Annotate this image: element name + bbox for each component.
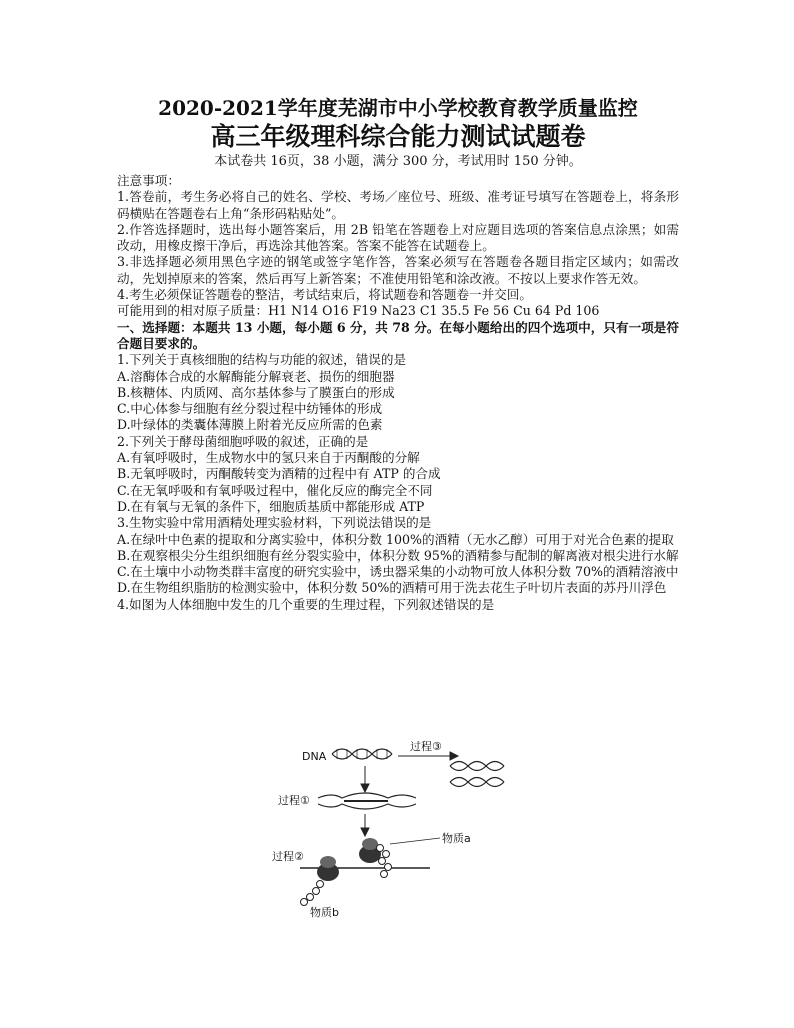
transcription-arrow <box>361 766 369 792</box>
question-2 <box>117 434 679 515</box>
mrna-arrow <box>361 814 369 836</box>
option: C.在土壤中小动物类群丰富度的研究实验中，诱虫器采集的小动物可放人体积分数 70%的酒精溶液中 <box>117 564 679 580</box>
notice-item: 1.答卷前，考生务必将自己的姓名、学校、考场／座位号、班级、准考证号填写在答题卷上，将条形码横贴在答题卷右上角“条形码粘贴处”。 <box>117 189 679 221</box>
transcription-bubble <box>318 793 416 809</box>
process2-label: 过程② <box>272 850 304 863</box>
notice-item: 2.作答选择题时，选出每小题答案后，用 2B 铅笔在答题卷上对应题目选项的答案信息点涂黑；如需改动，用橡皮擦干净后，再选涂其他答案。答案不能答在试题卷上。 <box>117 221 679 254</box>
question-3 <box>117 515 679 596</box>
option: A.有氧呼吸时，生成物水中的氢只来自于丙酮酸的分解 <box>117 450 420 466</box>
option: D.叶绿体的类囊体薄膜上附着光反应所需的色素 <box>117 417 383 433</box>
question-stem: 4.如图为人体细胞中发生的几个重要的生理过程，下列叙述错误的是 <box>117 596 495 612</box>
exam-subtitle: 本试卷共 16页，38 小题，满分 300 分，考试用时 150 分钟。 <box>214 154 582 169</box>
notice-item: 4.考生必须保证答题卷的整洁，考试结束后，将试题卷和答题卷一并交回。 <box>117 287 533 303</box>
question-stem: 3.生物实验中常用酒精处理实验材料，下列说法错误的是 <box>117 515 432 531</box>
substance-a-pointer <box>390 838 440 844</box>
option: D.在生物组织脂肪的检测实验中，体积分数 50%的酒精可用于洗去花生子叶切片表面的苏丹川浮色 <box>117 580 667 596</box>
option: A.溶酶体合成的水解酶能分解衰老、损伤的细胞器 <box>117 368 395 384</box>
option: C.中心体参与细胞有丝分裂过程中纺锤体的形成 <box>117 401 383 417</box>
process-diagram <box>270 740 520 920</box>
replication-arrow <box>398 752 458 760</box>
substance-b-label: 物质b <box>310 906 339 919</box>
process3-label: 过程③ <box>410 740 442 753</box>
question-stem: 1.下列关于真核细胞的结构与功能的叙述，错误的是 <box>117 352 407 368</box>
dna-label: DNA <box>302 750 327 763</box>
dna-helix-copy-2 <box>450 778 504 787</box>
option: C.在无氧呼吸和有氧呼吸过程中，催化反应的酶完全不同 <box>117 482 433 498</box>
option: D.在有氧与无氧的条件下，细胞质基质中都能形成 ATP <box>117 498 425 514</box>
option: B.在观察根尖分生组织细胞有丝分裂实验中，体积分数 95%的酒精参与配制的解离液对根尖进行水解 <box>117 547 679 563</box>
exam-title-line2: 高三年级理科综合能力测试试题卷 <box>210 122 586 151</box>
polypeptide-chain-2 <box>377 845 392 878</box>
ribosome-1 <box>317 856 339 881</box>
section-heading: 一、选择题：本题共 13 小题，每小题 6 分，共 78 分。在每小题给出的四个选项中，只有一项是符合题目要求的。 <box>117 319 679 351</box>
substance-a-label: 物质a <box>442 832 471 845</box>
atomic-masses: 可能用到的相对原子质量：H1 N14 O16 F19 Na23 C1 35.5 Fe 56 Cu 64 Pd 106 <box>117 303 600 319</box>
option: A.在绿叶中色素的提取和分离实验中，体积分数 100%的酒精（无水乙醇）可用于对光合色素的提取 <box>117 531 674 547</box>
question-1 <box>117 352 679 433</box>
exam-title-line1: 2020-2021学年度芜湖市中小学校教育教学质量监控 <box>158 96 638 120</box>
exam-page <box>117 95 679 613</box>
notice-item: 3.非选择题必须用黑色字迹的钢笔或签字笔作答，答案必须写在答题卷各题目指定区域内；如需改动，先划掉原来的答案，然后再写上新答案；不准使用铅笔和涂改液。不按以上要求作答无效。 <box>117 254 679 286</box>
question-stem: 2.下列关于酵母菌细胞呼吸的叙述，正确的是 <box>117 433 369 449</box>
dna-helix-main <box>332 749 392 759</box>
option: B.核糖体、内质网、高尔基体参与了膜蛋白的形成 <box>117 384 395 400</box>
process1-label: 过程① <box>278 794 310 807</box>
question-4 <box>117 597 679 613</box>
notice-heading: 注意事项： <box>117 173 180 188</box>
polypeptide-chain-1 <box>301 881 324 906</box>
dna-helix-copy-1 <box>450 762 504 771</box>
biology-process-figure <box>270 740 520 920</box>
option: B.无氧呼吸时，丙酮酸转变为酒精的过程中有 ATP 的合成 <box>117 466 441 482</box>
